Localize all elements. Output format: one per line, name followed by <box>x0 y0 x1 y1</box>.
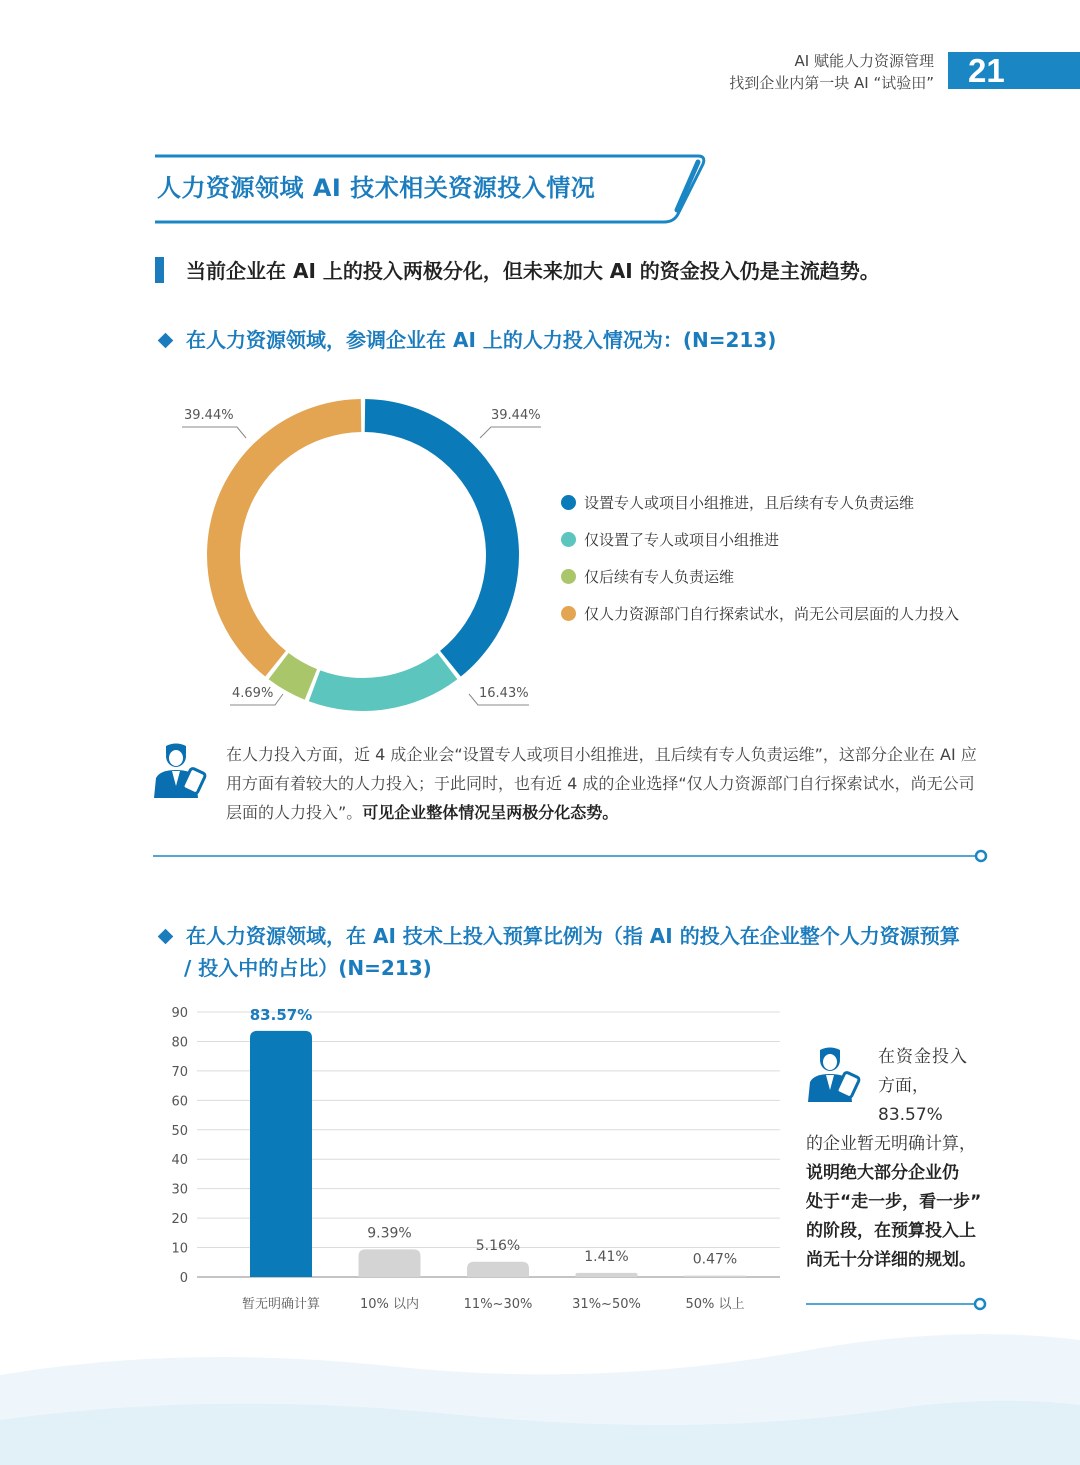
bar-value-label: 83.57% <box>249 1005 313 1024</box>
bar-value-label: 5.16% <box>475 1237 521 1254</box>
legend-label: 仅设置了专人或项目小组推进 <box>584 531 780 549</box>
running-header <box>729 50 934 94</box>
q2-note-line: 的企业暂无明确计算， <box>806 1134 976 1154</box>
x-tick-label: 10% 以内 <box>359 1297 420 1312</box>
x-tick-label: 暂无明确计算 <box>241 1297 321 1312</box>
donut-label-green: 4.69% <box>232 686 274 701</box>
note-divider <box>806 1295 996 1313</box>
bar-value-label: 0.47% <box>692 1251 738 1268</box>
presenter-icon <box>152 742 208 800</box>
q1-title: 在人力资源领域，参调企业在 AI 上的人力投入情况为：(N=213) <box>186 328 777 352</box>
y-tick-label: 70 <box>171 1064 188 1080</box>
page-number: 21 <box>948 52 1080 89</box>
bar <box>684 1276 746 1277</box>
y-tick-label: 60 <box>171 1094 188 1110</box>
legend-label: 仅人力资源部门自行探索试水，尚无公司层面的人力投入 <box>584 605 960 623</box>
legend-item <box>561 595 959 632</box>
donut-label-orange: 39.44% <box>184 408 234 423</box>
y-tick-label: 20 <box>171 1212 188 1228</box>
legend-swatch-blue <box>561 495 576 510</box>
running-header-line1: AI 赋能人力资源管理 <box>794 52 934 70</box>
bar <box>359 1249 421 1277</box>
y-tick-label: 80 <box>171 1035 188 1051</box>
subheading-bar <box>155 257 164 283</box>
running-header-line2: 找到企业内第一块 AI “试验田” <box>729 74 934 92</box>
diamond-bullet-icon <box>158 929 174 945</box>
section-title: 人力资源领域 AI 技术相关资源投入情况 <box>157 174 596 202</box>
y-tick-label: 0 <box>179 1271 188 1286</box>
legend-swatch-orange <box>561 606 576 621</box>
bar <box>250 1031 312 1277</box>
bar <box>467 1262 529 1277</box>
q2-title-line1: 在人力资源领域，在 AI 技术上投入预算比例为（指 AI 的投入在企业整个人力资源预算 <box>186 924 960 948</box>
legend-swatch-green <box>561 569 576 584</box>
donut-label-blue: 39.44% <box>491 408 541 423</box>
legend-label: 仅后续有专人负责运维 <box>584 568 735 586</box>
x-tick-label: 31%~50% <box>572 1297 641 1312</box>
q1-paragraph-text: 在人力投入方面，近 4 成企业会“设置专人或项目小组推进，且后续有专人负责运维”，这部分企业在 AI 应用方面有着较大的人力投入；于此同时，也有近 4 成的企业选择“仅人力资源部门自行探索试水，尚无公司层面的人力投入”。 <box>226 745 977 822</box>
q1-paragraph <box>226 740 990 827</box>
q2-note-bold-line: 的阶段，在预算投入上 <box>806 1221 976 1241</box>
y-tick-label: 10 <box>171 1241 188 1257</box>
y-tick-label: 90 <box>171 1006 188 1021</box>
legend-item <box>561 484 959 521</box>
q2-note-bold-line: 尚无十分详细的规划。 <box>806 1250 976 1270</box>
x-tick-label: 50% 以上 <box>685 1297 745 1312</box>
subheading: 当前企业在 AI 上的投入两极分化，但未来加大 AI 的资金投入仍是主流趋势。 <box>186 259 880 283</box>
legend-item <box>561 521 959 558</box>
donut-label-teal: 16.43% <box>479 686 529 701</box>
q2-note-line: 方面，83.57% <box>878 1076 943 1125</box>
legend-item <box>561 558 959 595</box>
q2-note-bold-line: 处于“走一步，看一步” <box>806 1192 982 1212</box>
q2-note <box>806 1043 991 1275</box>
y-tick-label: 40 <box>171 1153 188 1169</box>
legend-label: 设置专人或项目小组推进，且后续有专人负责运维 <box>584 494 915 512</box>
bar <box>576 1273 638 1277</box>
q2-note-line: 在资金投入 <box>878 1047 968 1067</box>
q2-title-line2: / 投入中的占比）(N=213) <box>184 956 432 980</box>
legend-swatch-teal <box>561 532 576 547</box>
bar-value-label: 1.41% <box>584 1248 629 1265</box>
x-tick-label: 11%~30% <box>463 1297 533 1312</box>
q2-note-bold-line: 说明绝大部分企业仍 <box>806 1163 959 1183</box>
donut-leader-lines <box>180 400 550 720</box>
wave-decoration <box>0 1320 1080 1465</box>
donut-legend <box>561 484 959 632</box>
y-tick-label: 30 <box>171 1182 188 1198</box>
q1-paragraph-conclusion: 可见企业整体情况呈两极分化态势。 <box>362 803 619 822</box>
bar-chart <box>150 995 790 1315</box>
bar-value-label: 9.39% <box>367 1225 412 1242</box>
y-tick-label: 50 <box>171 1123 188 1139</box>
section-divider <box>153 848 993 866</box>
diamond-bullet-icon <box>158 333 174 349</box>
